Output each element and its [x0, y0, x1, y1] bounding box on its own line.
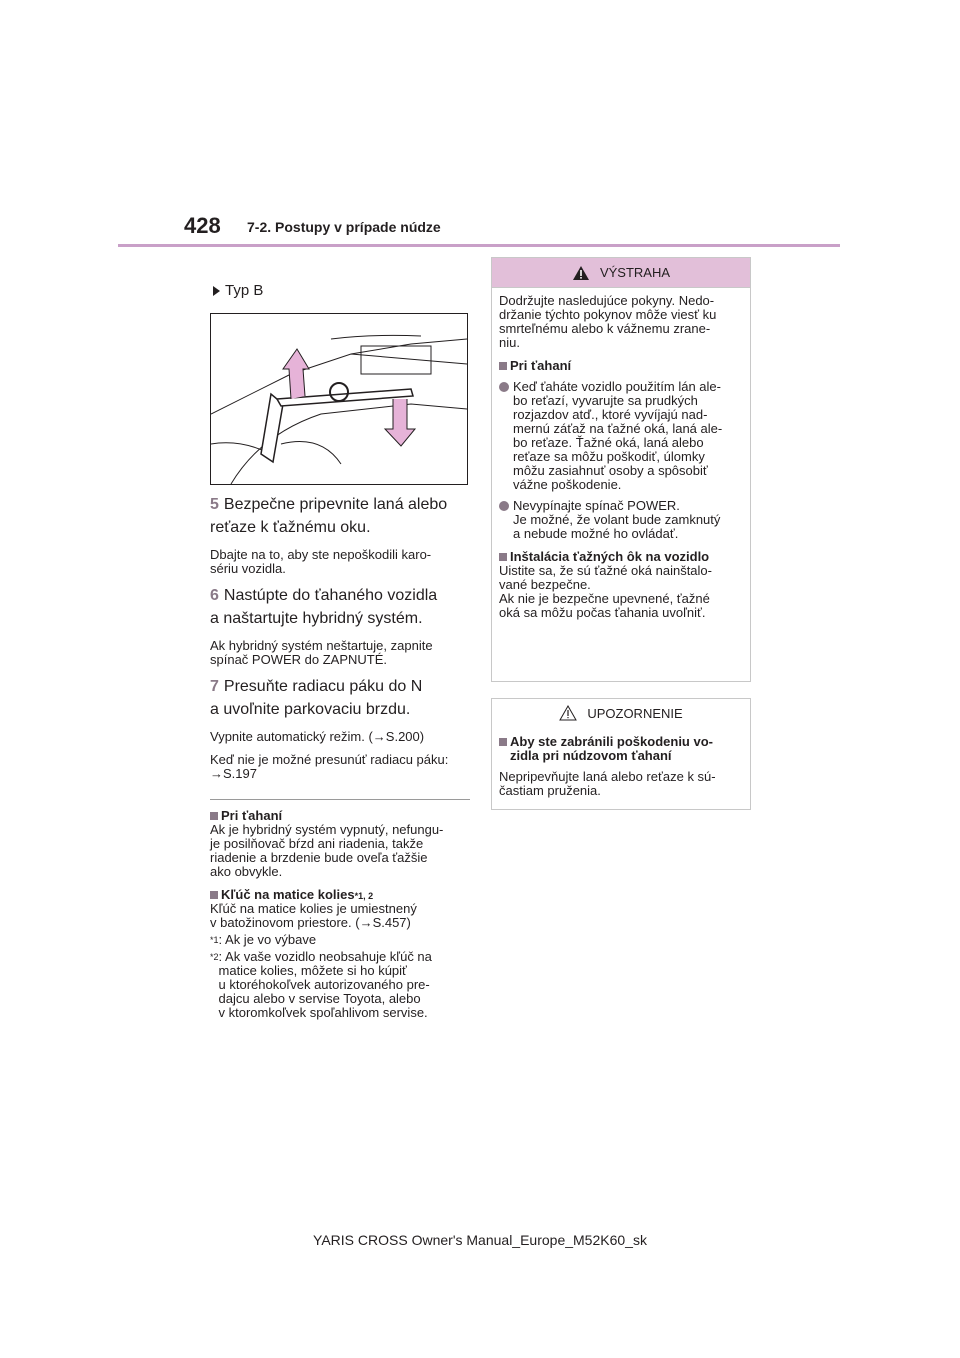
warning-header [492, 258, 750, 288]
left-column [210, 282, 470, 1020]
warning-title: VÝSTRAHA [599, 265, 671, 280]
step-text: Nastúpte do ťahaného vozidla a naštartujte hybridný systém. [210, 587, 438, 627]
step-note: Vypnite automatický režim. (→S.200) [210, 729, 425, 744]
circle-bullet-icon [499, 382, 509, 392]
warning-text: Uistite sa, že sú ťažné oká nainštalo- vané bezpečne. Ak nie je bezpečne upevnené, ťažné oká sa môžu počas ťahania uvoľniť. [499, 563, 712, 620]
step-note: Ak hybridný systém neštartuje, zapnite spínač POWER do ZAPNUTÉ. [210, 638, 433, 667]
step-number: 6 [210, 587, 219, 604]
towing-heading: Pri ťahaní [210, 808, 470, 823]
type-label-text: Typ B [225, 282, 264, 299]
wrench-heading: Kľúč na matice kolies *1, 2 [210, 887, 470, 902]
caution-header [492, 699, 750, 727]
caution-subheading: Aby ste zabránili poškodeniu vo- zidla pri núdzovom ťahaní [499, 735, 743, 763]
footnote: *2 : Ak vaše vozidlo neobsahuje kľúč na matice kolies, môžete si ho kúpiť u ktoréhokoľvek autorizovaného pre- dajcu alebo v servise Toyota, alebo v ktoromkoľvek spoľahlivom servise. [210, 949, 432, 1020]
tow-hook-illustration [210, 313, 468, 485]
step-text: Presuňte radiacu páku do N a uvoľnite parkovaciu brzdu. [210, 678, 423, 718]
footer: YARIS CROSS Owner's Manual_Europe_M52K60_sk [313, 1232, 647, 1248]
caution-icon [559, 705, 577, 721]
step-note: Dbajte na to, aby ste nepoškodili karo- sériu vozidla. [210, 547, 432, 576]
step-6 [210, 584, 470, 667]
page-number: 428 [184, 213, 221, 238]
caution-text: Nepripevňujte laná alebo reťaze k sú- častiam pruženia. [499, 769, 716, 798]
warning-bullet: Keď ťaháte vozidlo použitím lán ale- bo reťazí, vyvarujte sa prudkých rozjazdov atď., ktoré vyvíjajú nad- mernú záťaž na ťažné oká, laná ale- bo reťaze. Ťažné oká, laná alebo reťaze sa môžu poškodiť, úlomky môžu zasiahnuť osoby a spôsobiť vážne poškodenie. [499, 380, 743, 492]
warning-intro: Dodržujte nasledujúce pokyny. Nedo- držanie týchto pokynov môže viesť ku smrteľnému alebo k vážnemu zrane- niu. [499, 293, 717, 350]
square-bullet-icon [210, 891, 218, 899]
square-bullet-icon [499, 362, 507, 370]
type-label [213, 282, 470, 299]
triangle-bullet-icon [213, 286, 220, 296]
circle-bullet-icon [499, 501, 509, 511]
step-number: 5 [210, 496, 219, 513]
step-7 [210, 675, 470, 781]
warning-box [491, 257, 751, 682]
wrench-text: Kľúč na matice kolies je umiestnený v batožinovom priestore. (→S.457) [210, 901, 417, 930]
footnote: *1 : Ak je vo výbave [210, 932, 317, 947]
warning-subheading: Pri ťahaní [499, 359, 743, 373]
footnote-ref: *1, 2 [354, 891, 374, 901]
warning-subheading: Inštalácia ťažných ôk na vozidlo [499, 550, 743, 564]
warning-icon [572, 265, 590, 281]
caution-box [491, 698, 751, 810]
step-5 [210, 493, 470, 576]
towing-text: Ak je hybridný systém vypnutý, nefungu- je posilňovač bŕzd ani riadenia, takže riadenie a brzdenie bude oveľa ťažšie ako obvykle. [210, 822, 444, 879]
square-bullet-icon [210, 812, 218, 820]
warning-bullet: Nevypínajte spínač POWER. Je možné, že volant bude zamknutý a nebude možné ho ovládať. [499, 499, 743, 541]
caution-title: UPOZORNENIE [587, 705, 683, 721]
square-bullet-icon [499, 738, 507, 746]
divider [210, 799, 470, 800]
step-number: 7 [210, 678, 219, 695]
square-bullet-icon [499, 553, 507, 561]
step-text: Bezpečne pripevnite laná alebo reťaze k ťažnému oku. [210, 496, 448, 536]
header-rule [118, 244, 840, 247]
step-note: Keď nie je možné presunúť radiacu páku: →S.197 [210, 752, 449, 781]
tow-hook-drawing [211, 314, 467, 484]
section-title: 7-2. Postupy v prípade núdze [247, 219, 441, 235]
